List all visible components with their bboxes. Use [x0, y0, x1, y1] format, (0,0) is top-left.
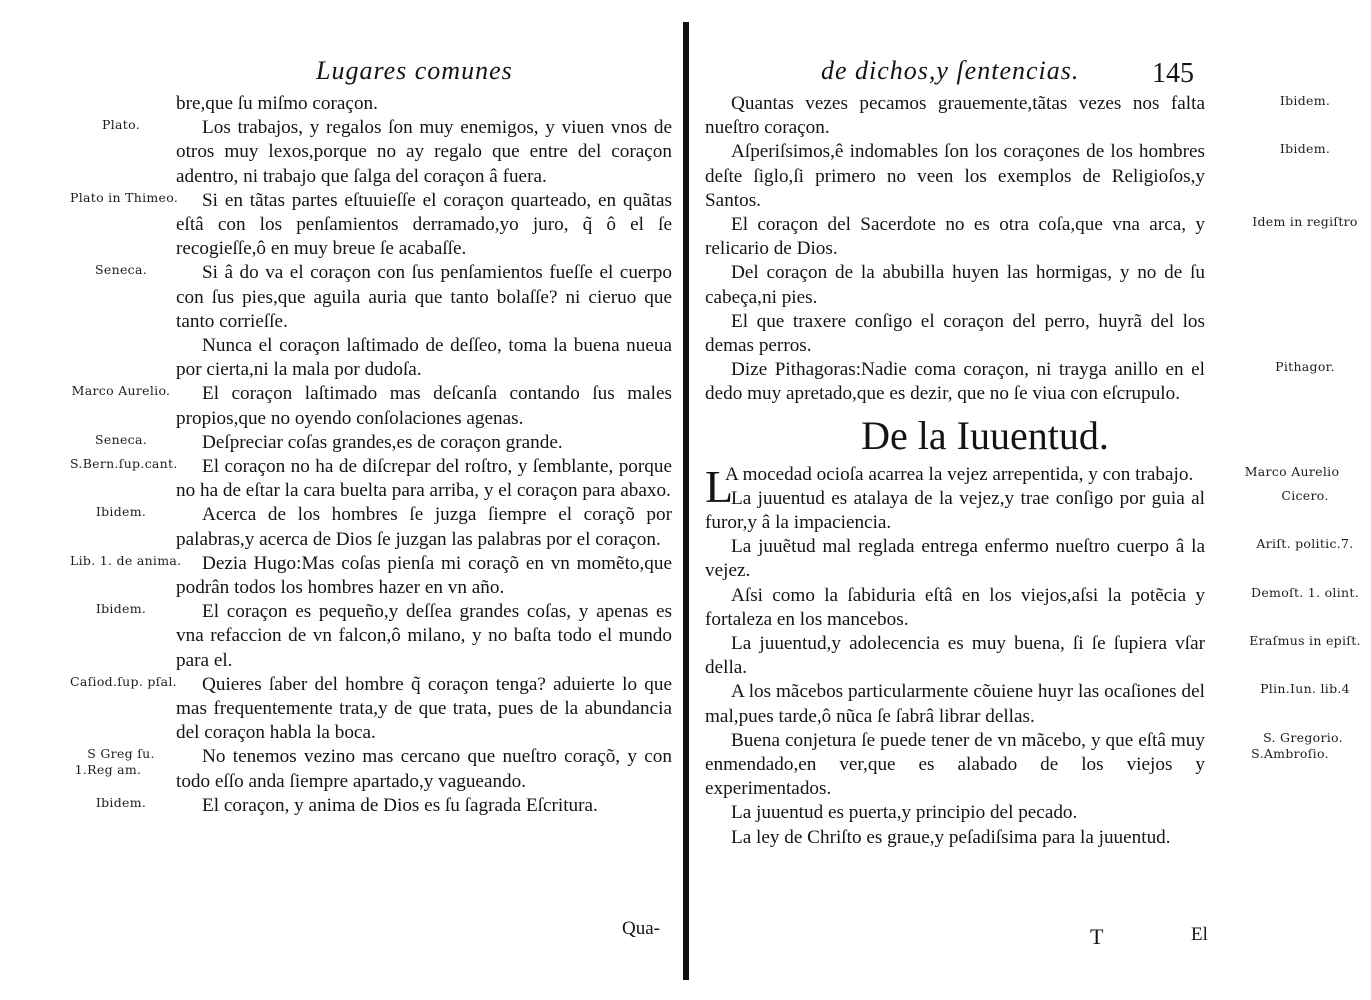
left-entry: [70, 673, 672, 746]
left-entry: [95, 600, 672, 673]
right-entry: [705, 632, 1361, 680]
marginal-note: Ibidem.: [1279, 141, 1331, 157]
entry-text: El coraçon no ha de diſcrepar del roſtro, y ſemblante, porque no ha de eſtar la cara buelta para arriba, y el coraçon para abaxo.: [176, 456, 672, 502]
entry-text: El coraçon, y anima de Dios es ſu ſagrada Eſcritura.: [202, 794, 598, 816]
marginal-note: Lib. 1. de anima.: [70, 552, 182, 568]
right-entry: [705, 92, 1331, 140]
marginal-note: S Greg ſu. 1.Reg am.: [74, 746, 155, 778]
page-number: 145: [1152, 58, 1194, 89]
marginal-note: S.Bern.ſup.cant.: [70, 456, 178, 472]
marginal-note: Eraſmus in epiſt.: [1249, 633, 1361, 649]
right-entry: [705, 584, 1359, 632]
left-entry: [176, 92, 672, 116]
left-entry: [74, 745, 672, 793]
left-entry: [71, 382, 672, 430]
marginal-note: Idem in regiſtro: [1252, 214, 1358, 230]
right-entry: [705, 680, 1350, 728]
marginal-note: Caſiod.ſup. pſal.: [70, 673, 177, 689]
entry-text: La ley de Chriſto es graue,y peſadiſsima para la juuentud.: [731, 826, 1171, 848]
entry-text: El coraçon es pequeño,y deſſea grandes coſas, y apenas es vna refaccion de vn falcon,ô milano, y no baſta todo el mundo para el.: [176, 601, 672, 671]
marginal-note: Plato in Thimeo.: [70, 189, 179, 205]
entry-text: Quantas vezes pecamos grauemente,tãtas vezes nos falta nueſtro coraçon.: [705, 93, 1205, 139]
right-entry: [705, 261, 1205, 309]
marginal-note: Plin.Iun. lib.4: [1260, 681, 1350, 697]
left-entry: [70, 455, 672, 503]
marginal-note: Ariſt. politic.7.: [1256, 536, 1354, 552]
entry-text: Los trabajos, y regalos ſon muy enemigos, y viuen vnos de otros muy lexos,porque no ay regalo que entre del coraçon adentro, ni trabajo que ſalga del coraçon â fuera.: [176, 117, 672, 187]
running-head-right: de dichos,y ſentencias.: [821, 56, 1080, 85]
entry-text: Dize Pithagoras:Nadie coma coraçon, ni trayga anillo en el dedo muy apretado,que es dezir, que no ſe viua con eſcrupulo.: [705, 359, 1205, 405]
marginal-note: Demoſt. 1. olint.: [1251, 584, 1359, 600]
marginal-note: Seneca.: [95, 431, 147, 447]
right-entry: [705, 310, 1205, 358]
left-entry: [95, 431, 672, 455]
entry-text: El coraçon laſtimado mas deſcanſa contando ſus males propios,que no oyendo conſolaciones agenas.: [176, 383, 672, 429]
entry-text: bre,que ſu miſmo coraçon.: [176, 93, 378, 114]
right-page: [697, 0, 1371, 1000]
left-page: [0, 0, 683, 1000]
signature-mark: T: [1090, 924, 1104, 949]
drop-cap: L: [705, 460, 734, 512]
entry-text: Nunca el coraçon laſtimado de deſſeo, toma la buena nueua por cierta,ni la mala por dudoſa.: [176, 335, 672, 381]
right-entry: [705, 140, 1331, 213]
entry-text: No tenemos vezino mas cercano que nueſtro coraçõ, y con todo eſſo anda ſiempre apartado,y vagueando.: [176, 746, 672, 792]
entry-text: La juuentud es puerta,y principio del pecado.: [731, 802, 1078, 824]
left-entry: [176, 334, 672, 382]
marginal-note: Seneca.: [95, 262, 147, 278]
entry-text: La juuentud es atalaya de la vejez,y trae conſigo por guia al furor,y â la impaciencia.: [705, 487, 1205, 534]
marginal-note: Ibidem.: [95, 601, 147, 617]
right-entry: [705, 358, 1335, 406]
running-head-left: Lugares comunes: [316, 56, 513, 85]
marginal-note: S. Gregorio. S.Ambroſio.: [1251, 729, 1343, 761]
entry-text: La juuentud,y adolecencia es muy buena, ſi ſe ſupiera vſar della.: [705, 633, 1205, 679]
right-page-text-block: [705, 92, 1361, 850]
left-entry: [95, 794, 672, 818]
entry-text: El que traxere conſigo el coraçon del perro, huyrã del los demas perros.: [705, 310, 1205, 357]
left-entry: [102, 116, 672, 189]
marginal-note: Marco Aurelio.: [71, 383, 171, 399]
entry-text: Si â do va el coraçon con ſus penſamientos fueſſe el cuerpo con ſus pies,que aguila auria que tanto bolaſſe? ni cieruo que tanto corrieſſe.: [176, 262, 672, 332]
right-entry: [705, 535, 1354, 583]
marginal-note: Marco Aurelio: [1244, 463, 1340, 479]
left-entry: [70, 552, 672, 600]
right-entry: [705, 213, 1358, 261]
entry-text: Aſsi como la ſabiduria eſtâ en los viejos,aſsi la potẽcia y fortaleza en los mancebos.: [705, 584, 1205, 630]
binding-gutter: [683, 22, 689, 980]
entry-text: A los mãcebos particularmente cõuiene huyr las ocaſiones del mal,pues tarde,ô nũca ſe ſabrâ librar dellas.: [705, 681, 1205, 727]
section-heading: De la Iuuentud.: [861, 412, 1109, 458]
entry-text: Quieres ſaber del hombre q̃ coraçon tenga? aduierte lo que mas frequentemente trata,y de que trata, pues de la abundancia del coraçon habla la boca.: [176, 673, 672, 744]
marginal-note: Ibidem.: [95, 794, 147, 810]
right-entry: [705, 826, 1205, 850]
left-page-text-block: [70, 92, 672, 818]
entry-text: Acerca de los hombres ſe juzga ſiempre el coraçõ por palabras,y acerca de Dios ſe juzgan las palabras por el coraçon.: [176, 504, 672, 550]
entry-text: Dezia Hugo:Mas coſas pienſa mi coraçõ en vn momẽto,que podrân todos los hombres hazer en vn año.: [176, 552, 672, 599]
catchword-right: El: [1191, 924, 1208, 945]
catchword-left: Qua-: [622, 918, 660, 939]
right-entry: [705, 801, 1205, 825]
right-entry: [705, 487, 1329, 535]
entry-text: El coraçon del Sacerdote no es otra coſa,que vna arca, y relicario de Dios.: [705, 214, 1205, 260]
entry-text: Buena conjetura ſe puede tener de vn mãcebo, y que eſtâ muy enmendado,en ver,que es alabado de los viejos y experimentados.: [705, 729, 1205, 800]
left-entry: [95, 261, 672, 334]
entry-text: A mocedad ocioſa acarrea la vejez arrepentida, y con trabajo.: [725, 463, 1194, 485]
marginal-note: Cicero.: [1281, 487, 1329, 503]
left-entry: [70, 189, 672, 262]
entry-text: Si en tãtas partes eſtuuieſſe el coraçon quarteado, en quãtas eſtâ con los penſamientos derramado,yo juro, q̃ ô el ſe recogieſſe,ô en muy breue ſe acabaſſe.: [176, 189, 672, 260]
entry-text: Aſperiſsimos,ê indomables ſon los coraçones de los hombres deſte ſiglo,ſi primero no veen los exemplos de Religioſos,y Santos.: [705, 141, 1205, 211]
marginal-note: Ibidem.: [1279, 93, 1331, 108]
marginal-note: Ibidem.: [95, 504, 147, 520]
marginal-note: Plato.: [102, 117, 140, 133]
entry-text: Del coraçon de la abubilla huyen las hormigas, y no de ſu cabeça,ni pies.: [705, 262, 1205, 308]
left-entry: [95, 503, 672, 551]
entry-text: Deſpreciar coſas grandes,es de coraçon grande.: [202, 431, 563, 453]
marginal-note: Pithagor.: [1275, 359, 1335, 375]
entry-text: La juuẽtud mal reglada entrega enfermo nueſtro cuerpo â la vejez.: [705, 536, 1205, 582]
right-entry: [705, 729, 1343, 802]
